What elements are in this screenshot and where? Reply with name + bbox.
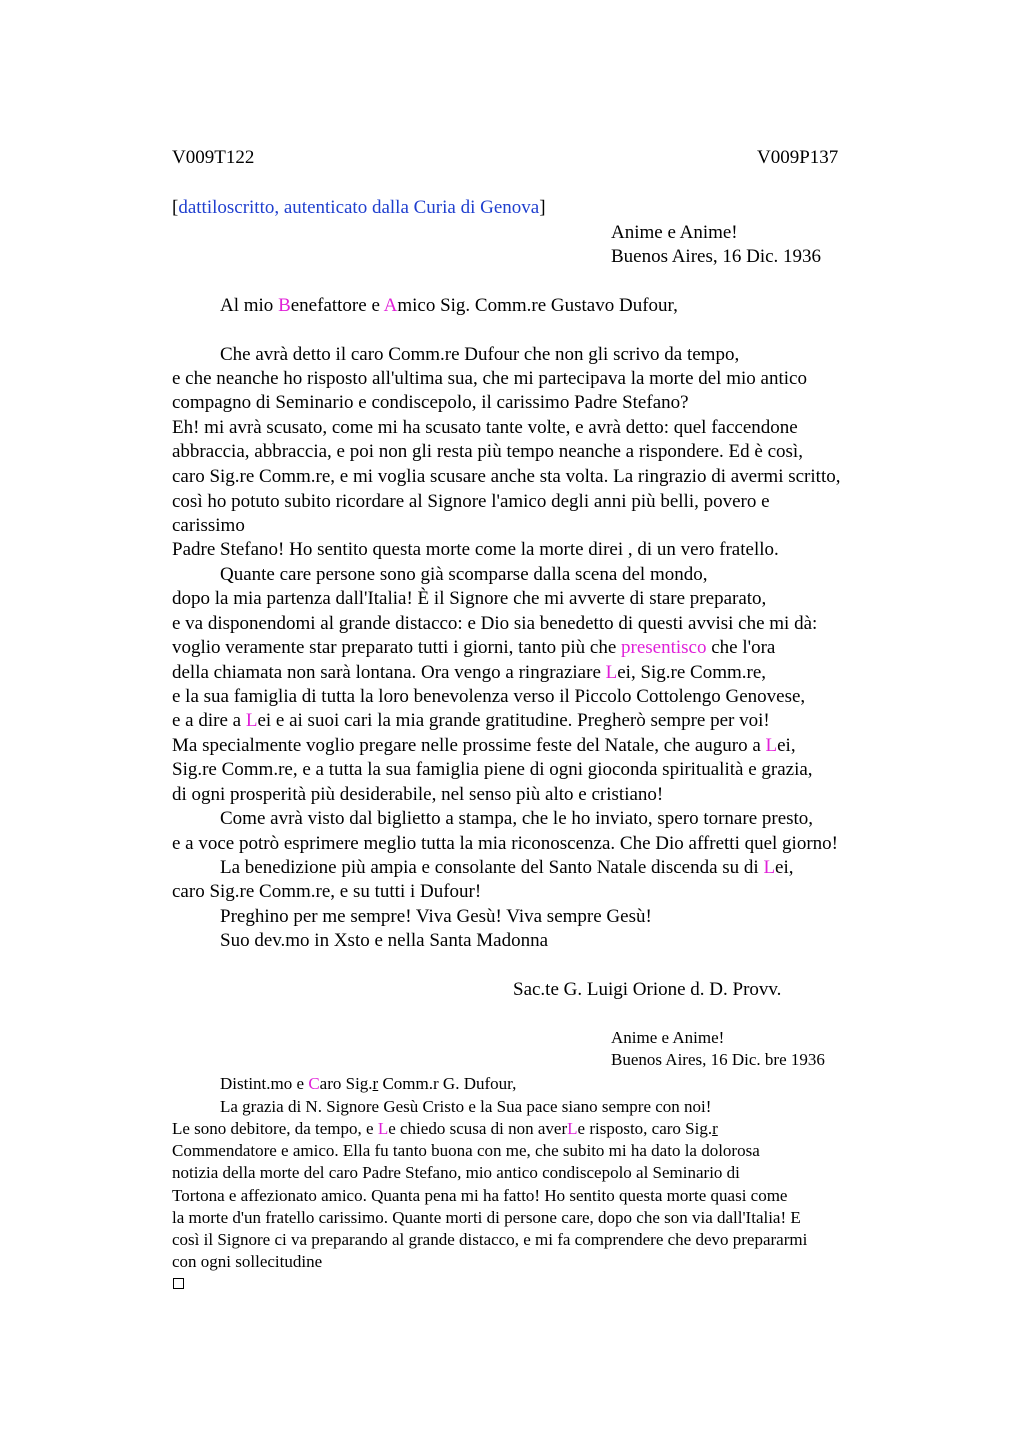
letter1-motto: Anime e Anime! — [611, 222, 738, 243]
line-text: Ma specialmente voglio pregare nelle prossime feste del Natale, che auguro a — [172, 735, 766, 756]
letter1-line: così ho potuto subito ricordare al Signore l'amico degli anni più belli, povero e — [172, 491, 770, 512]
letter1-line: carissimo — [172, 515, 245, 536]
letter2-line: La grazia di N. Signore Gesù Cristo e la Sua pace siano sempre con noi! — [220, 1097, 712, 1116]
highlight-letter: L — [605, 662, 618, 683]
salutation-text: Al mio — [220, 295, 279, 316]
letter1-line: Come avrà visto dal biglietto a stampa, che le ho inviato, spero tornare presto, — [220, 808, 814, 829]
highlight-word: presentisco — [621, 637, 707, 658]
letter1-line — [220, 857, 794, 879]
letter2-line: Commendatore e amico. Ella fu tanto buona con me, che subito mi ha dato la dolorosa — [172, 1141, 760, 1160]
letter1-line: caro Sig.re Comm.re, e mi voglia scusare anche sta volta. La ringrazio di avermi scritto, — [172, 466, 841, 487]
letter1-line: compagno di Seminario e condiscepolo, il carissimo Padre Stefano? — [172, 392, 689, 413]
line-text: ei e ai suoi cari la mia grande gratitudine. Pregherò sempre per voi! — [257, 710, 770, 731]
letter1-line: Eh! mi avrà scusato, come mi ha scusato tante volte, e avrà detto: quel faccendone — [172, 417, 798, 438]
line-text: ei, Sig.re Comm.re, — [617, 662, 767, 683]
highlight-letter: A — [383, 295, 398, 316]
document-code-left: V009T122 — [172, 147, 255, 168]
letter1-line: Padre Stefano! Ho sentito questa morte come la morte direi , di un vero fratello. — [172, 539, 779, 560]
line-text: che l'ora — [706, 637, 776, 658]
line-text: e a dire a — [172, 710, 246, 731]
salutation-text: aro Sig. — [319, 1074, 373, 1093]
letter1-line: dopo la mia partenza dall'Italia! È il Signore che mi avverte di stare preparato, — [172, 588, 767, 609]
highlight-letter: L — [567, 1119, 578, 1138]
highlight-letter: L — [765, 735, 778, 756]
letter1-place-date: Buenos Aires, 16 Dic. 1936 — [611, 246, 822, 267]
line-text: voglio veramente star preparato tutti i giorni, tanto più che — [172, 637, 622, 658]
salutation-text: mico Sig. Comm.re Gustavo Dufour, — [397, 295, 678, 316]
letter1-line: di ogni prosperità più desiderabile, nel senso più alto e cristiano! — [172, 784, 664, 805]
letter1-line — [172, 710, 770, 732]
line-text: Le sono debitore, da tempo, e — [172, 1119, 378, 1138]
archival-note — [172, 197, 546, 219]
letter2-line: la morte d'un fratello carissimo. Quante morti di persone care, dopo che son via dall'Italia! E — [172, 1208, 801, 1227]
letter1-line — [172, 735, 796, 757]
highlight-letter: L — [763, 857, 776, 878]
highlight-letter: C — [308, 1074, 320, 1093]
salutation-text: Distint.mo e — [220, 1074, 309, 1093]
letter1-line: Preghino per me sempre! Viva Gesù! Viva sempre Gesù! — [220, 906, 652, 927]
note-bracket-close: ] — [539, 197, 546, 218]
line-text: e risposto, caro Sig. — [577, 1119, 713, 1138]
letter2-line: così il Signore ci va preparando al grande distacco, e mi fa comprendere che devo prepararmi — [172, 1230, 808, 1249]
highlight-letter: L — [377, 1119, 389, 1138]
note-text: dattiloscritto, autenticato dalla Curia di Genova — [178, 197, 540, 218]
salutation-text: Comm.r G. Dufour, — [378, 1074, 517, 1093]
letter2-line: notizia della morte del caro Padre Stefano, mio antico condiscepolo al Seminario di — [172, 1163, 740, 1182]
line-text: e chiedo scusa di non aver — [388, 1119, 568, 1138]
salutation-text: enefattore e — [290, 295, 384, 316]
letter2-line — [172, 1119, 718, 1139]
letter1-line — [172, 637, 775, 659]
letter1-salutation — [220, 295, 678, 317]
line-text: La benedizione più ampia e consolante del Santo Natale discenda su di — [220, 857, 764, 878]
highlight-letter: L — [245, 710, 258, 731]
letter2-motto: Anime e Anime! — [611, 1028, 725, 1047]
letter1-line: e va disponendomi al grande distacco: e Dio sia benedetto di questi avvisi che mi dà: — [172, 613, 818, 634]
letter1-line: Sig.re Comm.re, e a tutta la sua famiglia piene di ogni gioconda spiritualità e grazia, — [172, 759, 813, 780]
document-code-right: V009P137 — [757, 147, 839, 168]
letter1-signature: Sac.te G. Luigi Orione d. D. Provv. — [513, 979, 782, 1000]
line-text: ei, — [777, 735, 796, 756]
letter1-line — [172, 662, 766, 684]
underlined-letter: r — [372, 1074, 379, 1093]
letter2-salutation — [220, 1074, 516, 1094]
line-text: ei, — [775, 857, 794, 878]
letter2-place-date: Buenos Aires, 16 Dic. bre 1936 — [611, 1050, 825, 1069]
underlined-letter: r — [712, 1119, 718, 1138]
highlight-letter: B — [278, 295, 291, 316]
line-text: della chiamata non sarà lontana. Ora vengo a ringraziare — [172, 662, 606, 683]
letter1-line: e a voce potrò esprimere meglio tutta la mia riconoscenza. Che Dio affretti quel giorno! — [172, 833, 838, 854]
letter1-line: Quante care persone sono già scomparse dalla scena del mondo, — [220, 564, 708, 585]
letter2-line: con ogni sollecitudine — [172, 1252, 323, 1271]
letter1-line: e che neanche ho risposto all'ultima sua, che mi partecipava la morte del mio antico — [172, 368, 807, 389]
letter1-line: caro Sig.re Comm.re, e su tutti i Dufour! — [172, 881, 482, 902]
letter1-line: e la sua famiglia di tutta la loro benevolenza verso il Piccolo Cottolengo Genovese, — [172, 686, 806, 707]
note-bracket-open: [ — [172, 197, 179, 218]
letter2-line: Tortona e affezionato amico. Quanta pena mi ha fatto! Ho sentito questa morte quasi come — [172, 1186, 788, 1205]
empty-box-icon — [173, 1278, 184, 1289]
letter1-line: Suo dev.mo in Xsto e nella Santa Madonna — [220, 930, 549, 951]
letter1-line: Che avrà detto il caro Comm.re Dufour che non gli scrivo da tempo, — [220, 344, 740, 365]
letter1-line: abbraccia, abbraccia, e poi non gli resta più tempo neanche a rispondere. Ed è così, — [172, 441, 803, 462]
